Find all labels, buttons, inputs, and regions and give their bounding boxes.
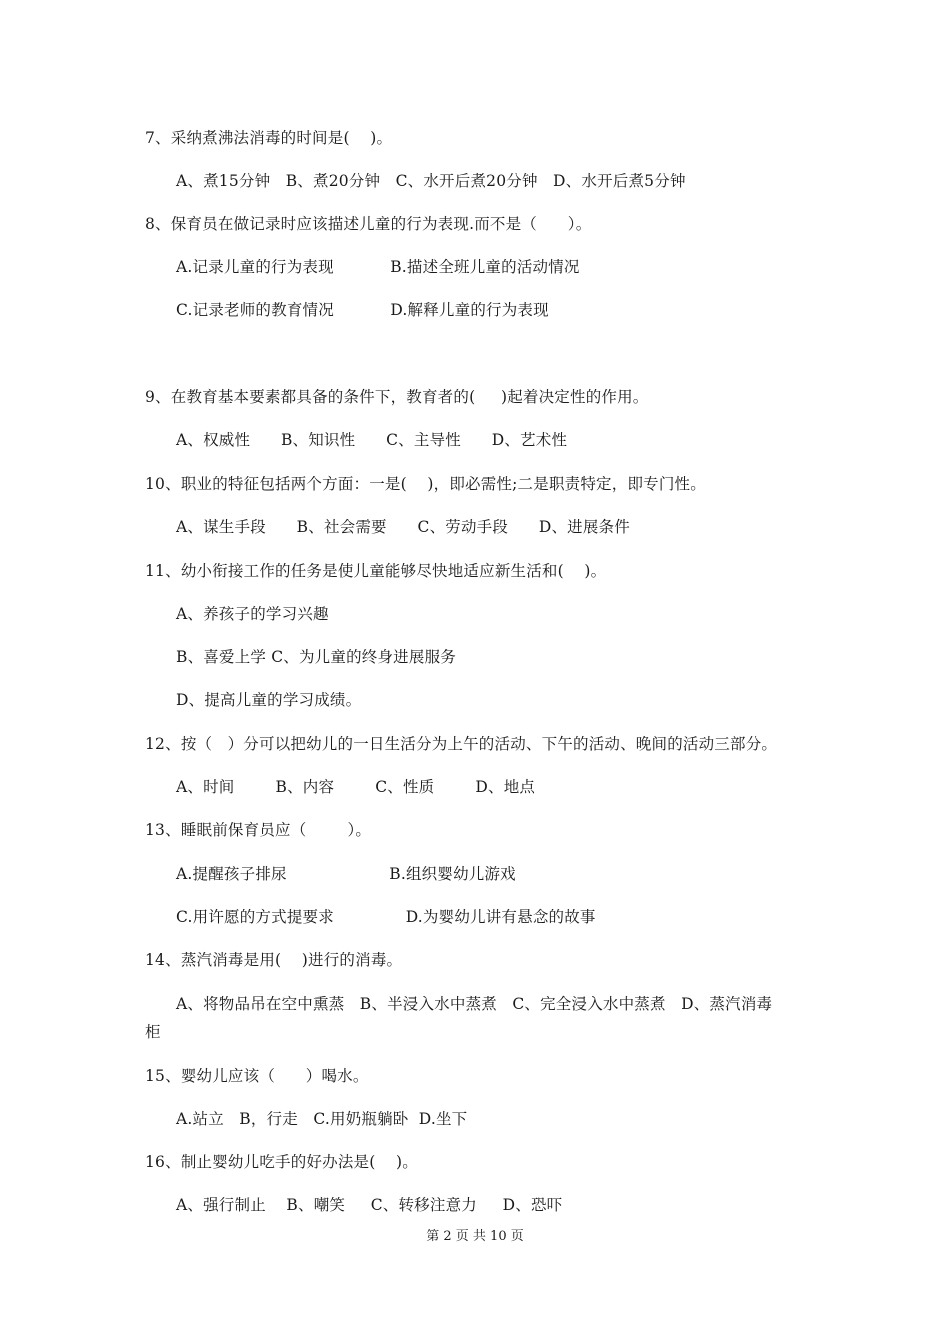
- question-7-options: A、煮15分钟 B、煮20分钟 C、水开后煮20分钟 D、水开后煮5分钟: [176, 172, 686, 190]
- question-16-options: A、强行制止 B、嘲笑 C、转移注意力 D、恐吓: [176, 1196, 563, 1214]
- question-11-option-bc: B、喜爱上学 C、为儿童的终身进展服务: [176, 648, 456, 666]
- question-13-options-row-2: C.用许愿的方式提要求 D.为婴幼儿讲有悬念的故事: [176, 908, 596, 926]
- question-13-stem: 13、睡眠前保育员应（ ）。: [145, 821, 372, 839]
- page-footer: 第 2 页 共 10 页: [426, 1229, 524, 1244]
- question-8-stem: 8、保育员在做记录时应该描述儿童的行为表现.而不是（ ）。: [145, 215, 592, 233]
- question-9-stem: 9、在教育基本要素都具备的条件下，教育者的( )起着决定性的作用。: [145, 388, 649, 406]
- question-11-option-a: A、养孩子的学习兴趣: [176, 605, 329, 623]
- question-15-stem: 15、婴幼儿应该（ ）喝水。: [145, 1067, 369, 1085]
- question-14-stem: 14、蒸汽消毒是用( )进行的消毒。: [145, 951, 403, 969]
- question-7-stem: 7、采纳煮沸法消毒的时间是( )。: [145, 129, 393, 147]
- question-12-stem: 12、按（ ）分可以把幼儿的一日生活分为上午的活动、下午的活动、晚间的活动三部分。: [145, 735, 778, 753]
- question-14-options-wrap: 柜: [145, 1023, 161, 1041]
- question-10-options: A、谋生手段 B、社会需要 C、劳动手段 D、进展条件: [176, 518, 630, 536]
- question-9-options: A、权威性 B、知识性 C、主导性 D、艺术性: [176, 431, 568, 449]
- question-14-options: A、将物品吊在空中熏蒸 B、半浸入水中蒸煮 C、完全浸入水中蒸煮 D、蒸汽消毒: [176, 995, 773, 1013]
- question-10-stem: 10、职业的特征包括两个方面：一是( )，即必需性;二是职责特定，即专门性。: [145, 475, 706, 493]
- question-11-stem: 11、幼小衔接工作的任务是使儿童能够尽快地适应新生活和( )。: [145, 562, 607, 580]
- question-12-options: A、时间 B、内容 C、性质 D、地点: [176, 778, 536, 796]
- question-15-options: A.站立 B，行走 C.用奶瓶躺卧 D.坐下: [176, 1110, 468, 1128]
- question-11-option-d: D、提高儿童的学习成绩。: [176, 691, 362, 709]
- question-13-options-row-1: A.提醒孩子排尿 B.组织婴幼儿游戏: [176, 865, 516, 883]
- question-16-stem: 16、制止婴幼儿吃手的好办法是( )。: [145, 1153, 418, 1171]
- question-8-options-row-2: C.记录老师的教育情况 D.解释儿童的行为表现: [176, 301, 549, 319]
- question-8-options-row-1: A.记录儿童的行为表现 B.描述全班儿童的活动情况: [176, 258, 580, 276]
